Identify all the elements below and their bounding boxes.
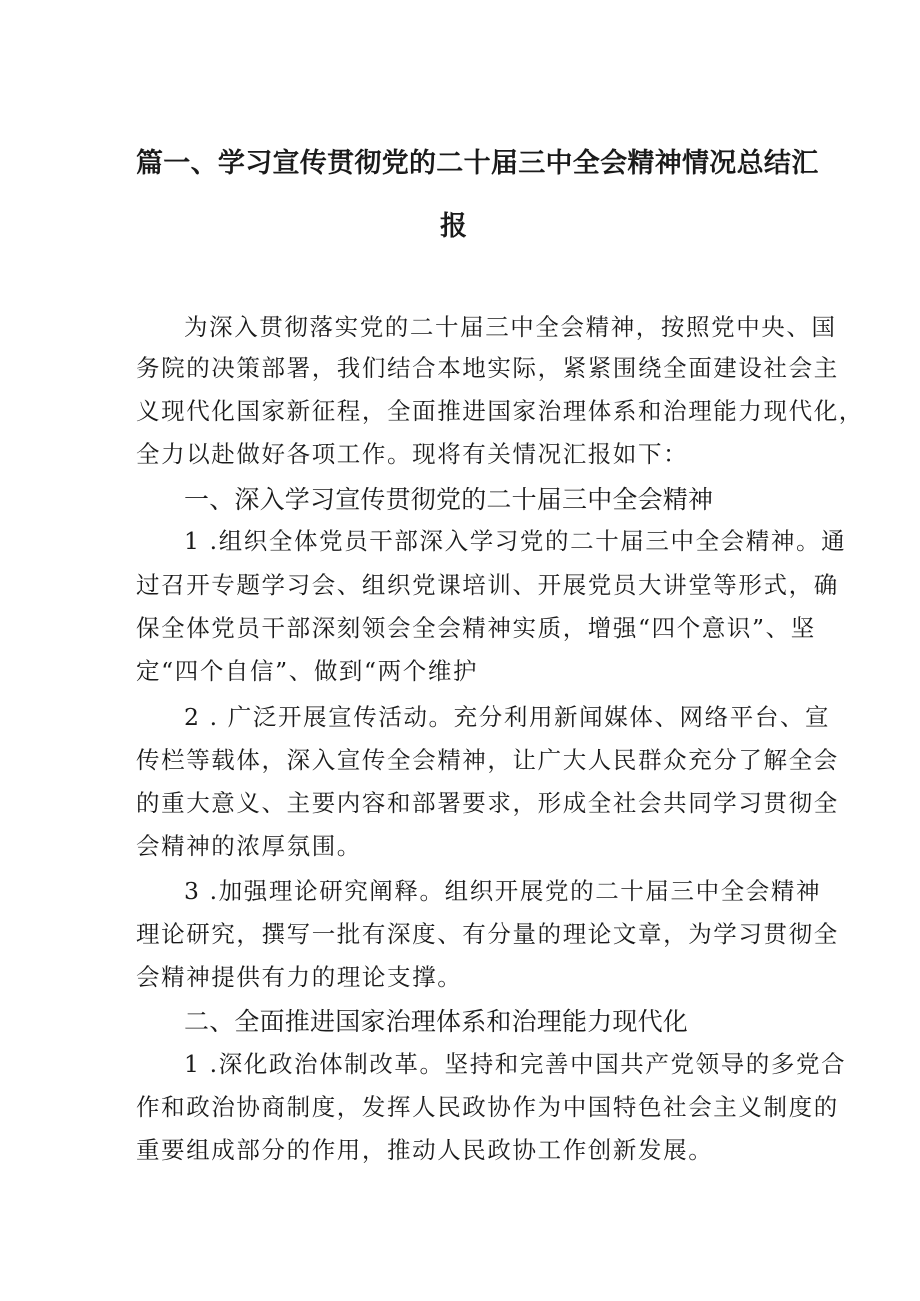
intro-line: 义现代化国家新征程，全面推进国家治理体系和治理能力现代化，: [136, 397, 864, 425]
section-1-item-1-line: 保全体党员干部深刻领会全会精神实质，增强“四个意识”、坚: [136, 614, 816, 642]
section-1-item-1-line: 1 .组织全体党员干部深入学习党的二十届三中全会精神。通: [184, 527, 847, 555]
section-1-item-1-line: 定“四个自信”、做到“两个维护: [136, 657, 479, 685]
intro-line: 全力以赴做好各项工作。现将有关情况汇报如下：: [136, 440, 689, 468]
section-2-item-1-line: 1 .深化政治体制改革。坚持和完善中国共产党领导的多党合: [184, 1050, 847, 1078]
section-1-item-3-line: 理论研究，撰写一批有深度、有分量的理论文章，为学习贯彻全: [136, 920, 839, 948]
intro-line: 务院的决策部署，我们结合本地实际，紧紧围绕全面建设社会主: [136, 354, 839, 382]
intro-line: 为深入贯彻落实党的二十届三中全会精神，按照党中央、国: [184, 313, 837, 341]
section-2-heading: 二、全面推进国家治理体系和治理能力现代化: [184, 1007, 689, 1036]
section-1-item-2-line: 的重大意义、主要内容和部署要求，形成全社会共同学习贯彻全: [136, 789, 839, 817]
section-1-item-2-line: 传栏等载体，深入宣传全会精神，让广大人民群众充分了解全会: [136, 746, 839, 774]
section-1-item-1-line: 过召开专题学习会、组织党课培训、开展党员大讲堂等形式，确: [136, 571, 839, 599]
document-title-line-1: 篇一、学习宣传贯彻党的二十届三中全会精神情况总结汇: [136, 148, 819, 179]
document-title-line-2: 报: [440, 211, 467, 242]
section-1-item-2-line: 会精神的浓厚氛围。: [136, 832, 362, 860]
section-2-item-1-line: 重要组成部分的作用，推动人民政协工作创新发展。: [136, 1136, 714, 1164]
section-1-item-3-line: 会精神提供有力的理论支撑。: [136, 963, 463, 991]
section-1-item-3-line: 3 .加强理论研究阐释。组织开展党的二十届三中全会精神: [184, 877, 822, 905]
section-1-heading: 一、深入学习宣传贯彻党的二十届三中全会精神: [184, 485, 714, 514]
section-2-item-1-line: 作和政治协商制度，发挥人民政协作为中国特色社会主义制度的: [136, 1093, 839, 1121]
section-1-item-2-line: 2 . 广泛开展宣传活动。充分利用新闻媒体、网络平台、宣: [184, 703, 831, 731]
